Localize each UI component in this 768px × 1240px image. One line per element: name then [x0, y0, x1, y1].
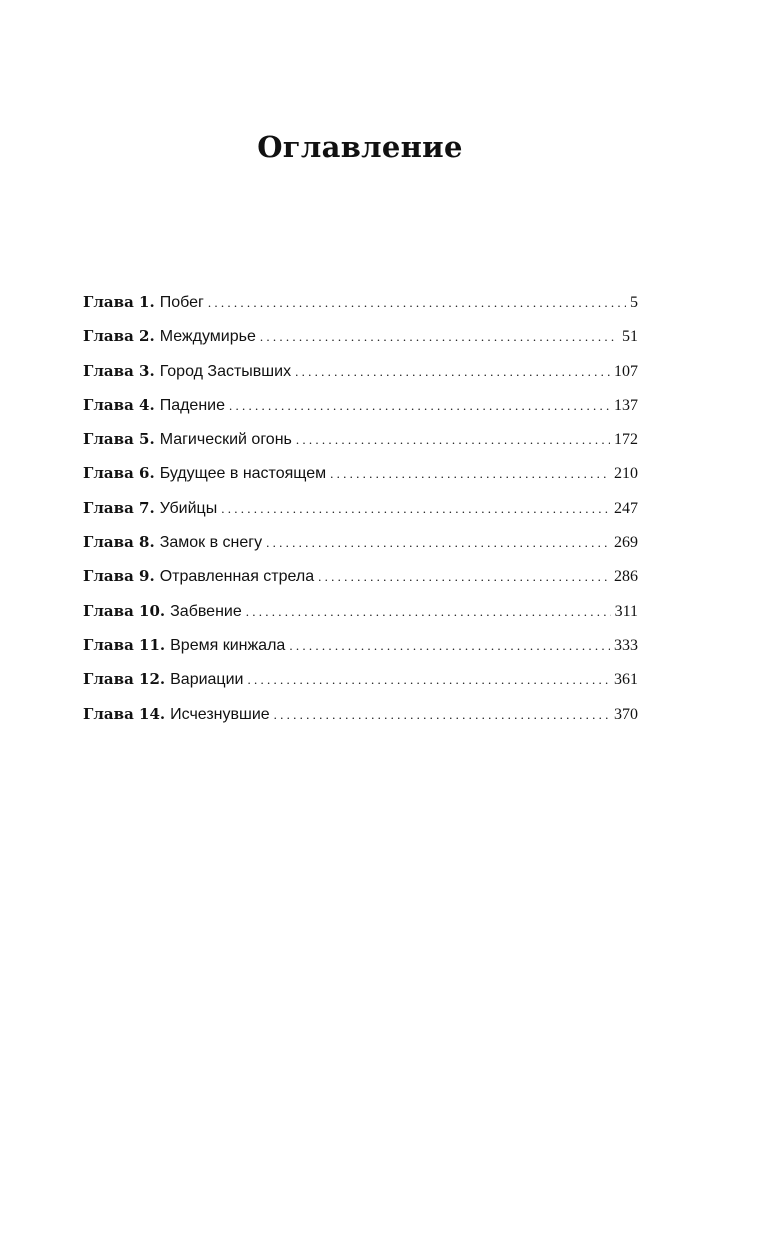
chapter-title: Падение	[159, 396, 225, 414]
chapter-number: Глава 4.	[83, 395, 155, 414]
chapter-title: Забвение	[170, 602, 242, 620]
page-number: 210	[614, 465, 638, 483]
chapter-number: Глава 6.	[83, 464, 155, 483]
chapter-title: Время кинжала	[170, 636, 286, 654]
page-number: 311	[614, 602, 638, 620]
dot-leader	[208, 295, 626, 311]
dot-leader	[330, 466, 610, 482]
chapter-number: Глава 11.	[83, 635, 166, 654]
dot-leader	[246, 604, 611, 620]
dot-leader	[289, 638, 610, 654]
chapter-title: Вариации	[170, 671, 244, 689]
toc-entry[interactable]	[83, 670, 638, 704]
toc-entry[interactable]	[83, 636, 638, 670]
chapter-title: Будущее в настоящем	[159, 465, 327, 483]
page-number: 269	[614, 534, 638, 552]
chapter-number: Глава 14.	[83, 704, 166, 723]
toc-entry[interactable]	[83, 705, 638, 739]
page-title: Оглавление	[257, 130, 463, 164]
chapter-number: Глава 3.	[83, 361, 155, 380]
page-number: 5	[630, 294, 638, 311]
page-number: 137	[614, 396, 638, 414]
dot-leader	[296, 432, 610, 448]
chapter-title: Убийцы	[159, 499, 218, 517]
page-number: 333	[614, 636, 638, 654]
dot-leader	[318, 569, 610, 585]
page-number: 107	[614, 362, 638, 380]
toc-entry[interactable]	[83, 602, 638, 636]
chapter-number: Глава 5.	[83, 430, 155, 449]
chapter-number: Глава 12.	[83, 670, 166, 689]
dot-leader	[260, 329, 618, 345]
page-number: 286	[614, 568, 638, 586]
table-of-contents	[83, 293, 638, 739]
chapter-number: Глава 1.	[83, 293, 155, 311]
dot-leader	[221, 501, 610, 517]
dot-leader	[295, 364, 610, 380]
chapter-title: Междумирье	[159, 328, 256, 346]
toc-entry[interactable]	[83, 396, 638, 430]
chapter-title: Замок в снегу	[159, 534, 263, 552]
toc-entry[interactable]	[83, 362, 638, 396]
chapter-title: Исчезнувшие	[170, 705, 270, 723]
page-number: 51	[622, 328, 638, 346]
toc-entry[interactable]	[83, 567, 638, 601]
chapter-title: Город Застывших	[159, 362, 292, 380]
chapter-title: Отравленная стрела	[159, 568, 315, 586]
toc-entry[interactable]	[83, 293, 638, 327]
page-number: 361	[614, 671, 638, 689]
dot-leader	[229, 398, 610, 414]
toc-entry[interactable]	[83, 499, 638, 533]
dot-leader	[274, 707, 610, 723]
chapter-number: Глава 9.	[83, 567, 155, 586]
toc-entry[interactable]	[83, 533, 638, 567]
dot-leader	[247, 672, 610, 688]
page-number: 247	[614, 499, 638, 517]
dot-leader	[266, 535, 610, 551]
toc-entry[interactable]	[83, 327, 638, 361]
page-number: 172	[614, 431, 638, 449]
chapter-title: Магический огонь	[159, 431, 292, 449]
toc-entry[interactable]	[83, 464, 638, 498]
chapter-number: Глава 8.	[83, 533, 155, 552]
page-number: 370	[614, 705, 638, 723]
chapter-number: Глава 7.	[83, 498, 155, 517]
chapter-title: Побег	[159, 294, 204, 311]
toc-entry[interactable]	[83, 430, 638, 464]
chapter-number: Глава 2.	[83, 327, 155, 346]
chapter-number: Глава 10.	[83, 601, 166, 620]
